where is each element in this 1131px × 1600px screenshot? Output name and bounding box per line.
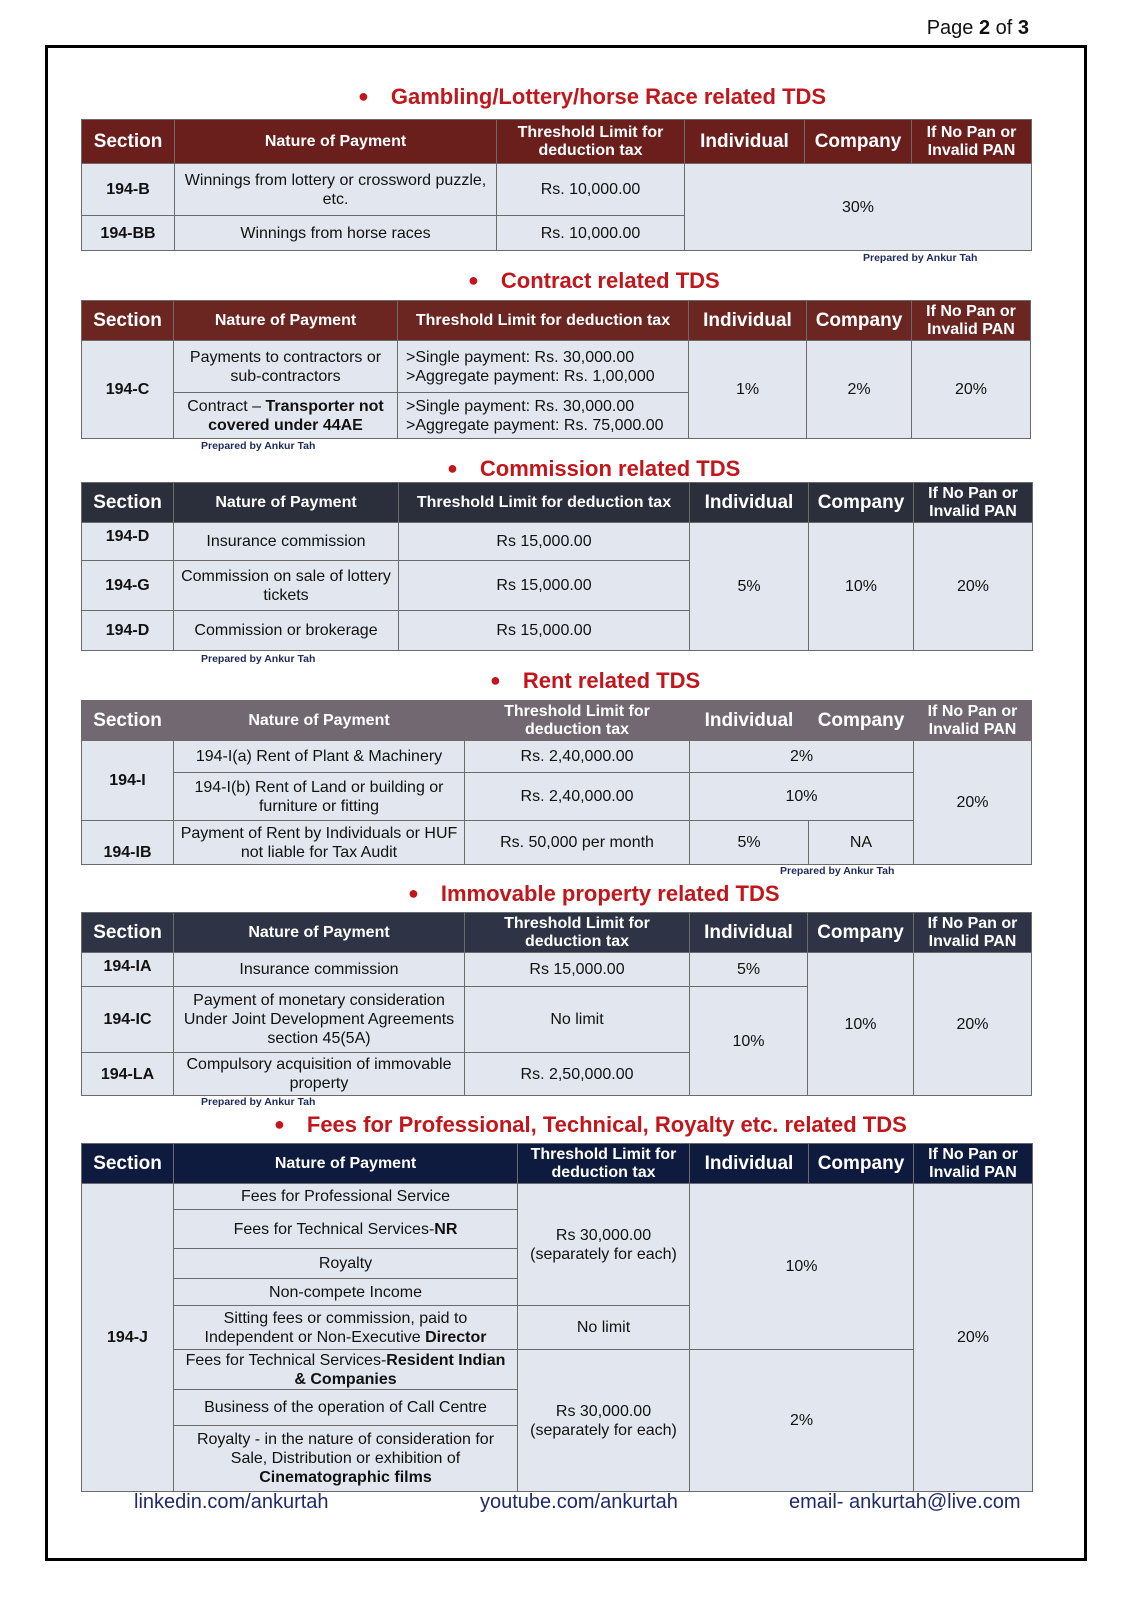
nature-text: Fees for Technical Services- — [233, 1220, 435, 1238]
col-threshold: Threshold Limit for deduction tax — [398, 301, 689, 341]
nature-of-payment: Business of the operation of Call Centre — [174, 1390, 518, 1426]
col-section: Section — [82, 1144, 174, 1184]
col-company: Company — [808, 913, 914, 953]
bullet-icon: ● — [490, 670, 501, 690]
col-no-pan: If No Pan or Invalid PAN — [912, 301, 1031, 341]
table-row — [82, 1350, 1033, 1390]
tds-rate: 10% — [690, 773, 914, 821]
col-threshold: Threshold Limit for deduction tax — [465, 913, 690, 953]
threshold-limit: Rs 15,000.00 — [465, 953, 690, 987]
commission-heading: ● Commission related TDS — [447, 456, 741, 481]
threshold-limit — [398, 393, 689, 439]
immovable-table — [81, 912, 1032, 1096]
nature-of-payment: 194-I(b) Rent of Land or building or furniture or fitting — [174, 773, 465, 821]
section-code: 194-IB — [82, 821, 174, 865]
col-threshold: Threshold Limit for deduction tax — [399, 483, 690, 523]
section-code: 194-G — [82, 561, 174, 611]
no-pan-rate: 20% — [912, 341, 1031, 439]
col-no-pan: If No Pan or Invalid PAN — [914, 701, 1032, 741]
col-company: Company — [805, 120, 912, 164]
gambling-heading: ● Gambling/Lottery/horse Race related TDS — [358, 84, 827, 109]
no-pan-rate: 20% — [914, 953, 1032, 1096]
col-section: Section — [82, 913, 174, 953]
prepared-by-label: Prepared by Ankur Tah — [201, 440, 316, 452]
company-rate: NA — [809, 821, 914, 865]
fees-table — [81, 1143, 1033, 1492]
rent-table — [81, 700, 1032, 865]
tds-rate: 10% — [690, 1184, 914, 1350]
nature-of-payment: Fees for Professional Service — [174, 1184, 518, 1210]
tds-rate: 30% — [685, 164, 1032, 251]
commission-table — [81, 482, 1033, 651]
section-code: 194-C — [82, 341, 174, 439]
company-rate: 2% — [807, 341, 912, 439]
nature-of-payment: Commission on sale of lottery tickets — [174, 561, 399, 611]
section-code: 194-B — [82, 164, 175, 216]
nature-of-payment — [174, 1210, 518, 1249]
col-nature: Nature of Payment — [174, 701, 465, 741]
individual-rate: 1% — [689, 341, 807, 439]
threshold-limit: Rs. 2,40,000.00 — [465, 741, 690, 773]
bullet-icon: ● — [408, 883, 419, 903]
nature-of-payment — [174, 1306, 518, 1350]
nature-text: Sitting fees or commission, paid to Independent or Non-Executive — [204, 1309, 468, 1346]
nature-bold-text: Resident Indian & Companies — [294, 1351, 506, 1388]
section-code: 194-LA — [82, 1053, 174, 1096]
table-row — [82, 1184, 1033, 1210]
col-individual: Individual — [689, 301, 807, 341]
threshold-limit: Rs. 10,000.00 — [497, 216, 685, 251]
threshold-limit: Rs 30,000.00 (separately for each) — [518, 1350, 690, 1492]
prepared-by-label: Prepared by Ankur Tah — [863, 252, 978, 264]
linkedin-link[interactable]: linkedin.com/ankurtah — [134, 1491, 329, 1513]
threshold-line: >Aggregate payment: Rs. 75,000.00 — [406, 416, 664, 434]
table-row — [82, 341, 1031, 393]
nature-of-payment: Royalty — [174, 1249, 518, 1279]
col-individual: Individual — [690, 1144, 809, 1184]
section-code: 194-BB — [82, 216, 175, 251]
col-threshold: Threshold Limit for deduction tax — [465, 701, 690, 741]
threshold-limit: Rs. 2,50,000.00 — [465, 1053, 690, 1096]
nature-of-payment: Payment of Rent by Individuals or HUF not liable for Tax Audit — [174, 821, 465, 865]
col-section: Section — [82, 301, 174, 341]
table-row — [82, 821, 1032, 865]
bullet-icon: ● — [358, 86, 369, 106]
col-company: Company — [809, 701, 914, 741]
bullet-icon: ● — [447, 458, 458, 478]
table-row — [82, 523, 1033, 561]
fees-heading: ● Fees for Professional, Technical, Royalty etc. related TDS — [274, 1112, 907, 1137]
bullet-icon: ● — [274, 1114, 285, 1134]
threshold-limit: Rs. 2,40,000.00 — [465, 773, 690, 821]
col-section: Section — [82, 120, 175, 164]
nature-of-payment — [174, 393, 398, 439]
col-company: Company — [809, 483, 914, 523]
col-individual: Individual — [690, 701, 809, 741]
threshold-limit: Rs. 10,000.00 — [497, 164, 685, 216]
col-nature: Nature of Payment — [175, 120, 497, 164]
nature-bold-text: Cinematographic films — [259, 1469, 432, 1486]
col-company: Company — [807, 301, 912, 341]
table-row — [82, 773, 1032, 821]
col-threshold: Threshold Limit for deduction tax — [497, 120, 685, 164]
nature-of-payment: Non-compete Income — [174, 1279, 518, 1306]
threshold-line: >Aggregate payment: Rs. 1,00,000 — [406, 367, 655, 385]
threshold-limit: No limit — [518, 1306, 690, 1350]
nature-text: Fees for Technical Services- — [185, 1351, 387, 1369]
threshold-limit: Rs. 50,000 per month — [465, 821, 690, 865]
col-nature: Nature of Payment — [174, 483, 399, 523]
section-code: 194-D — [82, 523, 174, 561]
no-pan-rate: 20% — [914, 741, 1032, 865]
threshold-limit: Rs 30,000.00 (separately for each) — [518, 1184, 690, 1306]
nature-of-payment — [174, 1426, 518, 1492]
section-code: 194-D — [82, 611, 174, 651]
nature-of-payment: Winnings from lottery or crossword puzzle, etc. — [175, 164, 497, 216]
nature-bold-text: Director — [425, 1328, 487, 1346]
nature-of-payment: Payments to contractors or sub-contractors — [174, 341, 398, 393]
nature-of-payment: Winnings from horse races — [175, 216, 497, 251]
individual-rate: 5% — [690, 821, 809, 865]
no-pan-rate: 20% — [914, 523, 1033, 651]
contract-heading: ● Contract related TDS — [468, 268, 720, 293]
threshold-limit — [398, 341, 689, 393]
col-no-pan: If No Pan or Invalid PAN — [914, 913, 1032, 953]
col-no-pan: If No Pan or Invalid PAN — [914, 483, 1033, 523]
no-pan-rate: 20% — [914, 1184, 1033, 1492]
nature-of-payment — [174, 1350, 518, 1390]
col-company: Company — [809, 1144, 914, 1184]
prepared-by-label: Prepared by Ankur Tah — [201, 653, 316, 665]
table-row — [82, 953, 1032, 987]
nature-text: Royalty - in the nature of consideration for Sale, Distribution or exhibition of — [196, 1431, 495, 1467]
table-row — [82, 741, 1032, 773]
table-row — [82, 164, 1032, 216]
col-individual: Individual — [685, 120, 805, 164]
individual-rate: 10% — [690, 987, 808, 1096]
company-rate: 10% — [809, 523, 914, 651]
contract-table — [81, 300, 1031, 439]
threshold-limit: Rs 15,000.00 — [399, 561, 690, 611]
immovable-heading: ● Immovable property related TDS — [408, 881, 780, 906]
col-individual: Individual — [690, 483, 809, 523]
col-individual: Individual — [690, 913, 808, 953]
individual-rate: 5% — [690, 523, 809, 651]
tds-rate: 2% — [690, 1350, 914, 1492]
section-code: 194-I — [82, 741, 174, 821]
youtube-link[interactable]: youtube.com/ankurtah — [480, 1491, 678, 1513]
rent-heading: ● Rent related TDS — [490, 668, 701, 693]
threshold-line: >Single payment: Rs. 30,000.00 — [406, 397, 635, 415]
section-code: 194-IC — [82, 987, 174, 1053]
bullet-icon: ● — [468, 270, 479, 290]
col-section: Section — [82, 701, 174, 741]
threshold-limit: Rs 15,000.00 — [399, 523, 690, 561]
nature-of-payment: Payment of monetary consideration Under Joint Development Agreements section 45(5A) — [174, 987, 465, 1053]
nature-bold-text: NR — [434, 1220, 458, 1238]
col-nature: Nature of Payment — [174, 1144, 518, 1184]
threshold-limit: Rs 15,000.00 — [399, 611, 690, 651]
company-rate: 10% — [808, 953, 914, 1096]
threshold-line: >Single payment: Rs. 30,000.00 — [406, 348, 635, 366]
nature-text: Contract – — [187, 397, 266, 415]
section-code: 194-IA — [82, 953, 174, 987]
nature-of-payment: 194-I(a) Rent of Plant & Machinery — [174, 741, 465, 773]
tds-rate: 2% — [690, 741, 914, 773]
nature-bold-text: Transporter not covered under 44AE — [208, 397, 384, 434]
email-link[interactable]: email- ankurtah@live.com — [789, 1491, 1021, 1513]
nature-of-payment: Insurance commission — [174, 523, 399, 561]
nature-of-payment: Compulsory acquisition of immovable property — [174, 1053, 465, 1096]
col-no-pan: If No Pan or Invalid PAN — [914, 1144, 1033, 1184]
prepared-by-label: Prepared by Ankur Tah — [780, 865, 895, 877]
gambling-table — [81, 119, 1032, 251]
col-nature: Nature of Payment — [174, 913, 465, 953]
nature-of-payment: Insurance commission — [174, 953, 465, 987]
col-threshold: Threshold Limit for deduction tax — [518, 1144, 690, 1184]
col-section: Section — [82, 483, 174, 523]
col-no-pan: If No Pan or Invalid PAN — [912, 120, 1032, 164]
nature-of-payment: Commission or brokerage — [174, 611, 399, 651]
individual-rate: 5% — [690, 953, 808, 987]
prepared-by-label: Prepared by Ankur Tah — [201, 1096, 316, 1108]
section-code: 194-J — [82, 1184, 174, 1492]
page-number: Page 2 of 3 — [926, 17, 1029, 39]
col-nature: Nature of Payment — [174, 301, 398, 341]
threshold-limit: No limit — [465, 987, 690, 1053]
